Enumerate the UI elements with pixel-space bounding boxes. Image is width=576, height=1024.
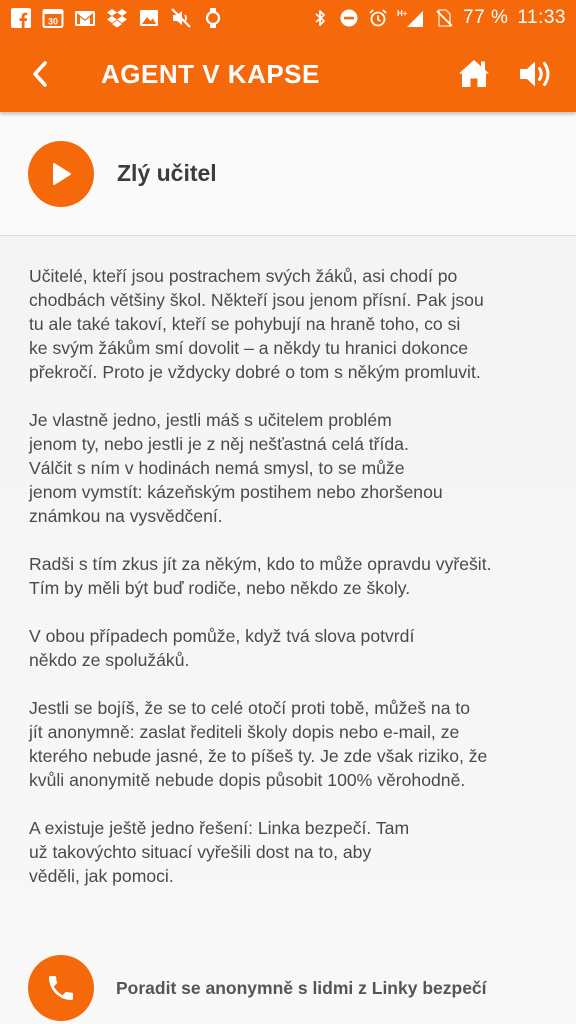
svg-text:H+: H+ bbox=[397, 9, 408, 18]
status-bar bbox=[0, 0, 576, 36]
text-line: Radši s tím zkus jít za někým, kdo to může opravdu vyřešit. bbox=[29, 554, 492, 574]
speaker-icon bbox=[518, 58, 554, 90]
call-helpline-button[interactable] bbox=[28, 955, 487, 1021]
article-content bbox=[0, 236, 576, 1024]
signal-icon bbox=[397, 8, 425, 28]
alarm-icon bbox=[368, 8, 388, 28]
text-line: Válčit s ním v hodinách nemá smysl, to se může bbox=[29, 458, 405, 478]
back-button[interactable] bbox=[15, 49, 65, 99]
no-sim-icon bbox=[434, 8, 454, 28]
phone-button[interactable] bbox=[28, 955, 94, 1021]
text-line: známkou na vysvědčení. bbox=[29, 506, 223, 526]
dropbox-icon bbox=[106, 7, 128, 29]
text-line: ke svým žákům smí dovolit – a někdy tu hranici dokonce bbox=[29, 338, 469, 358]
play-button[interactable] bbox=[28, 141, 94, 207]
calendar-icon bbox=[42, 7, 64, 29]
text-line: A existuje ještě jedno řešení: Linka bezpečí. Tam bbox=[29, 818, 410, 838]
sound-button[interactable] bbox=[518, 56, 554, 92]
mute-icon bbox=[170, 7, 192, 29]
gallery-icon bbox=[138, 7, 160, 29]
paragraph bbox=[29, 264, 549, 384]
home-button[interactable] bbox=[456, 56, 492, 92]
bluetooth-icon bbox=[310, 8, 330, 28]
article-header bbox=[0, 112, 576, 236]
text-line: jenom ty, nebo jestli je z něj nešťastná celá třída. bbox=[29, 434, 409, 454]
watch-icon bbox=[202, 7, 224, 29]
text-line: kvůli anonymitě nebude dopis působit 100% věrohodně. bbox=[29, 770, 466, 790]
text-line: jít anonymně: zaslat řediteli školy dopis nebo e-mail, ze bbox=[29, 722, 460, 742]
text-line: jenom vymstít: kázeňským postihem nebo zhoršenou bbox=[29, 482, 443, 502]
text-line: V obou případech pomůže, když tvá slova potvrdí bbox=[29, 626, 415, 646]
article-title: Zlý učitel bbox=[117, 160, 217, 186]
battery-level: 77 % bbox=[463, 7, 509, 28]
phone-icon bbox=[45, 972, 77, 1004]
paragraph bbox=[29, 552, 549, 600]
text-line: Tím by měli být buď rodiče, nebo někdo ze školy. bbox=[29, 578, 411, 598]
app-title: AGENT V KAPSE bbox=[101, 58, 320, 89]
do-not-disturb-icon bbox=[339, 8, 359, 28]
text-line: překročí. Proto je vždycky dobré o tom s někým promluvit. bbox=[29, 362, 481, 382]
app-bar bbox=[0, 36, 576, 112]
cta-label: Poradit se anonymně s lidmi z Linky bezpečí bbox=[116, 977, 487, 998]
home-icon bbox=[457, 58, 491, 90]
text-line: Je vlastně jedno, jestli máš s učitelem problém bbox=[29, 410, 392, 430]
text-line: chodbách většiny škol. Někteří jsou jenom přísní. Pak jsou bbox=[29, 290, 484, 310]
facebook-icon bbox=[10, 7, 32, 29]
system-icons bbox=[310, 7, 566, 29]
text-line: tu ale také takoví, kteří se pohybují na hraně toho, co si bbox=[29, 314, 461, 334]
paragraph bbox=[29, 624, 549, 672]
article-body bbox=[29, 264, 549, 912]
notification-icons bbox=[10, 7, 224, 29]
paragraph bbox=[29, 696, 549, 792]
text-line: Jestli se bojíš, že se to celé otočí proti tobě, můžeš na to bbox=[29, 698, 471, 718]
gmail-icon bbox=[74, 7, 96, 29]
app-actions bbox=[456, 56, 554, 92]
text-line: kterého nebude jasné, že to píšeš ty. Je zde však riziko, že bbox=[29, 746, 488, 766]
paragraph bbox=[29, 816, 549, 888]
text-line: Učitelé, kteří jsou postrachem svých žáků, asi chodí po bbox=[29, 266, 458, 286]
text-line: věděli, jak pomoci. bbox=[29, 866, 174, 886]
svg-text:30: 30 bbox=[47, 16, 59, 27]
text-line: už takovýchto situací vyřešili dost na to, aby bbox=[29, 842, 372, 862]
clock: 11:33 bbox=[517, 7, 566, 28]
back-icon bbox=[29, 59, 51, 89]
text-line: někdo ze spolužáků. bbox=[29, 650, 190, 670]
play-icon bbox=[49, 161, 73, 187]
paragraph bbox=[29, 408, 549, 528]
